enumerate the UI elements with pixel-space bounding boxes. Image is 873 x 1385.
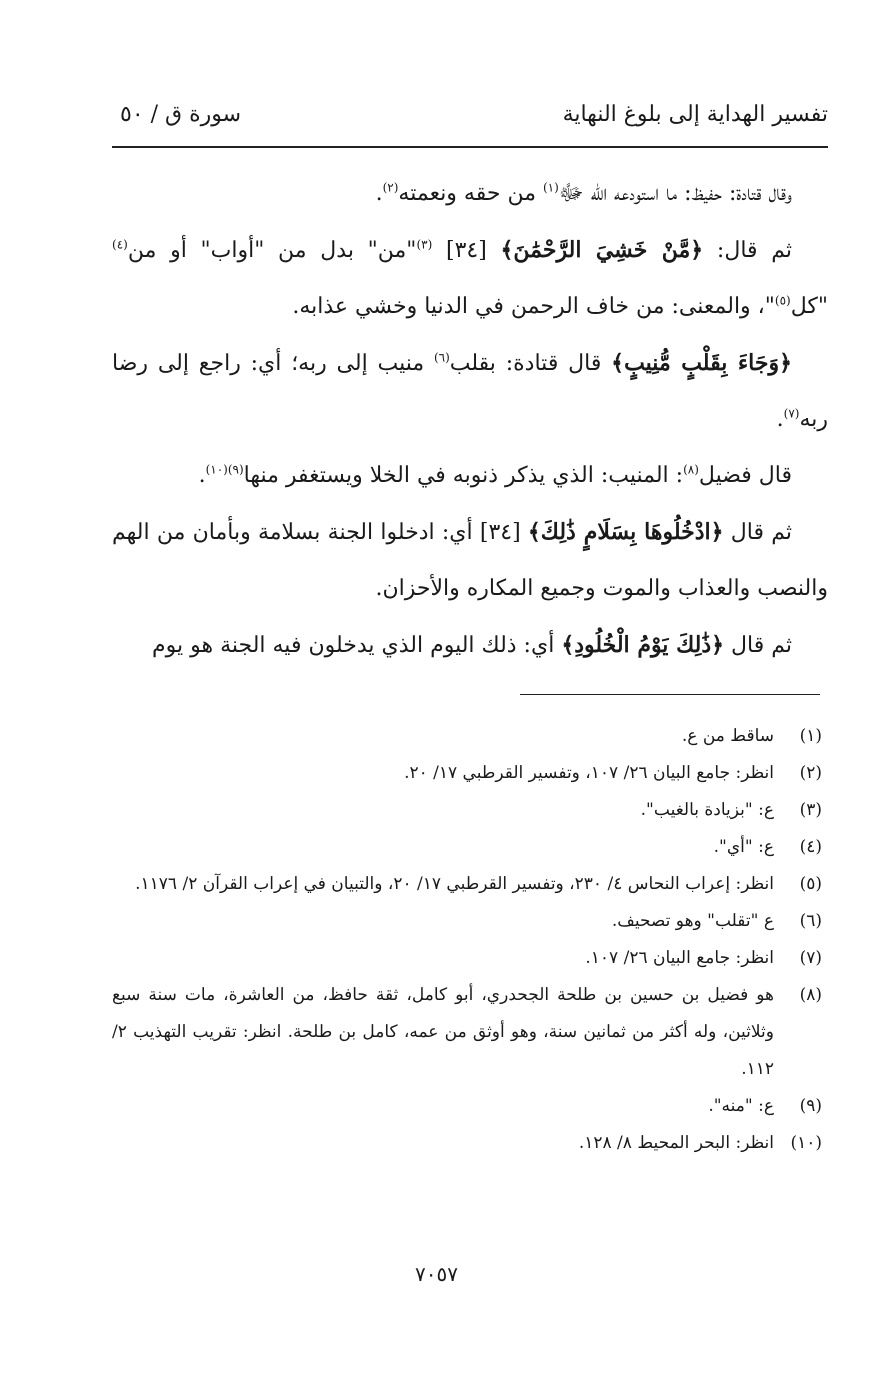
- footnote-number: (١): [799, 726, 822, 746]
- p6-text: ثم قال: [724, 633, 792, 658]
- footnote: [112, 718, 828, 755]
- footnote-number: (٨): [799, 985, 822, 1005]
- quran-verse: ﴿مَّنْ خَشِيَ الرَّحْمَٰنَ﴾: [500, 237, 704, 263]
- footnote-text: ع: "بزيادة بالغيب".: [640, 800, 774, 820]
- footnote-number: (٧): [799, 948, 822, 968]
- p2-text: ثم قال:: [703, 238, 793, 263]
- paragraph-6: [112, 617, 828, 674]
- footnote-ref-1: (١): [542, 180, 559, 195]
- surah-label: سورة ق / ٥٠: [120, 102, 242, 127]
- footnote: [112, 903, 828, 940]
- p4-text3: .: [198, 463, 206, 488]
- p1-text3: .: [375, 181, 383, 206]
- footnote-number: (٣): [799, 800, 822, 820]
- p2-text2: [٣٤]: [432, 238, 501, 263]
- footnote-text: ع "تقلب" وهو تصحيف.: [611, 911, 774, 931]
- p3-text3: .: [776, 407, 784, 432]
- footnote: [112, 1125, 828, 1162]
- footnote-text: انظر: البحر المحيط ٨/ ١٢٨.: [578, 1133, 774, 1153]
- paragraph-3: [112, 335, 828, 448]
- footnote-number: (٤): [799, 837, 822, 857]
- book-title: تفسير الهداية إلى بلوغ النهاية: [562, 102, 828, 127]
- paragraph-1: [112, 166, 828, 222]
- footnote: [112, 1088, 828, 1125]
- footnote-separator: [520, 694, 820, 695]
- footnote: [112, 940, 828, 977]
- footnote-number: (٥): [799, 874, 822, 894]
- p2-text3: "من" بدل من "أواب" أو من: [127, 238, 417, 263]
- footnote-ref-8: (٨): [683, 462, 699, 477]
- p2-text4: "كل: [790, 294, 828, 319]
- footnote-number: (١٠): [790, 1133, 822, 1153]
- p1-text: وقال قتادة: حفيظ: ما استودعه الله ﷻ: [558, 181, 792, 206]
- p2-text5: "، والمعنى: من خاف الرحمن في الدنيا وخشي عذابه.: [292, 294, 775, 319]
- footnote: [112, 792, 828, 829]
- footnote-number: (٢): [799, 763, 822, 783]
- footnote-text: انظر: جامع البيان ٢٦/ ١٠٧، وتفسير القرطبي ١٧/ ٢٠.: [404, 763, 774, 783]
- footnote-number: (٦): [799, 911, 822, 931]
- footnote-text: انظر: إعراب النحاس ٤/ ٢٣٠، وتفسير القرطبي ١٧/ ٢٠، والتبيان في إعراب القرآن ٢/ ١١٧٦.: [135, 874, 774, 894]
- p4-text2: : المنيب: الذي يذكر ذنوبه في الخلا ويستغفر منها: [243, 463, 684, 488]
- footnote-ref-4: (٤): [112, 237, 128, 252]
- p4-text: قال فضيل: [698, 463, 792, 488]
- footnote-text: انظر: جامع البيان ٢٦/ ١٠٧.: [585, 948, 774, 968]
- p1-text2: من حقه ونعمته: [398, 181, 543, 206]
- quran-verse: ﴿ادْخُلُوهَا بِسَلَامٍ ذَٰلِكَ﴾: [527, 519, 724, 545]
- footnote-ref-3: (٣): [416, 237, 433, 252]
- p6-text2: أي: ذلك اليوم الذي يدخلون فيه الجنة هو يوم: [152, 633, 562, 658]
- footnote: [112, 829, 828, 866]
- header-rule: [112, 146, 828, 148]
- footnotes: [112, 718, 828, 1162]
- p5-text: ثم قال: [723, 520, 792, 545]
- paragraph-5: [112, 504, 828, 617]
- quran-verse: ﴿ذَٰلِكَ يَوْمُ الْخُلُودِ﴾: [561, 632, 725, 658]
- footnote: [112, 977, 828, 1088]
- footnote-text: ع: "أي".: [713, 837, 774, 857]
- running-header: [112, 96, 828, 146]
- footnote-text: ساقط من ع.: [681, 726, 774, 746]
- footnote: [112, 755, 828, 792]
- footnote-ref-7: (٧): [783, 406, 800, 421]
- p5-text2: [٣٤] أي: ادخلوا الجنة بسلامة وبأمان من الهم والنصب والعذاب والموت وجميع المكاره والأحزان.: [112, 520, 828, 601]
- footnote-number: (٩): [799, 1096, 822, 1116]
- p3-text: قال قتادة: بقلب: [449, 351, 612, 376]
- footnote-text: ع: "منه".: [708, 1096, 774, 1116]
- main-text: [112, 166, 828, 674]
- p3-text2: منيب إلى ربه؛ أي: راجع إلى رضا ربه: [112, 351, 828, 432]
- paragraph-4: [112, 448, 828, 504]
- footnote-ref-2: (٢): [382, 180, 399, 195]
- quran-verse: ﴿وَجَاءَ بِقَلْبٍ مُّنِيبٍ﴾: [611, 350, 792, 376]
- footnote-text: هو فضيل بن حسين بن طلحة الجحدري، أبو كامل، ثقة حافظ، من العاشرة، مات سنة سبع وثلاثين، وله أكثر من ثمانين سنة، وهو أوثق من عمه، كامل بن طلحة. انظر: تقريب التهذيب ٢/ ١١٢.: [112, 985, 774, 1079]
- footnote: [112, 866, 828, 903]
- footnote-ref-5: (٥): [774, 293, 791, 308]
- footnote-ref-9-10: (٩)(١٠): [205, 462, 244, 477]
- footnote-ref-6: (٦): [433, 350, 450, 365]
- paragraph-2: [112, 222, 828, 335]
- page-number: ٧٠٥٧: [415, 1262, 458, 1286]
